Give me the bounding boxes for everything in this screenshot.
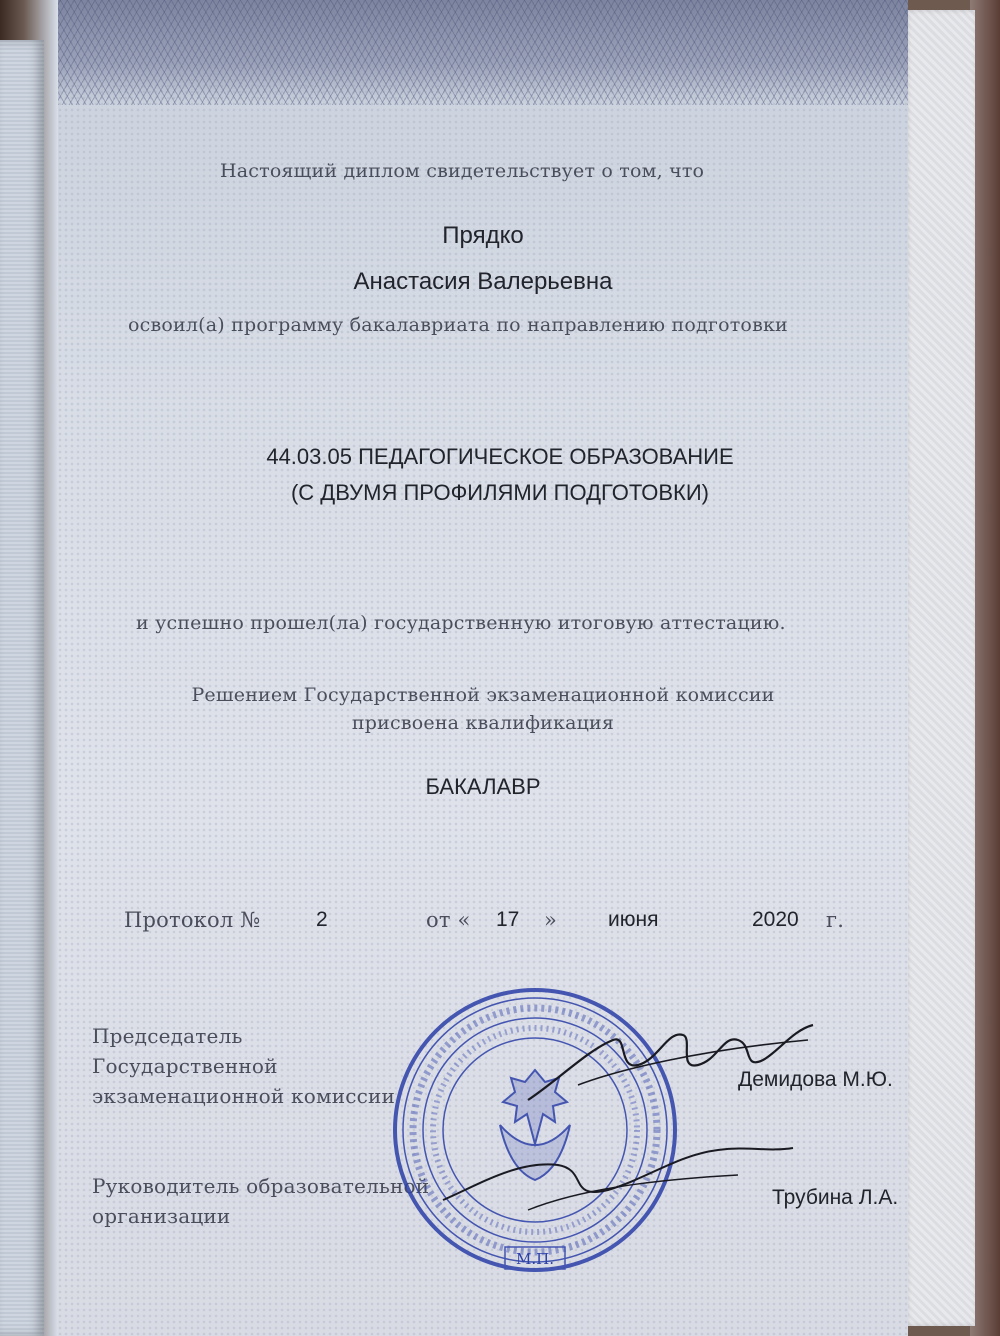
decision-line2: присвоена квалификация	[351, 712, 615, 734]
program-line2: (С ДВУМЯ ПРОФИЛЯМИ ПОДГОТОВКИ)	[290, 480, 710, 505]
graduate-surname: Прядко	[442, 222, 524, 249]
decision-line1: Решением Государственной экзаменационной комиссии	[191, 684, 775, 706]
diploma-page	[58, 0, 908, 1336]
left-page-edge	[0, 40, 44, 1336]
protocol-number: 2	[316, 908, 328, 931]
intro-text: Настоящий диплом свидетельствует о том, что	[220, 160, 705, 182]
head-signature	[438, 1130, 798, 1220]
chair-title-line3: экзаменационной комиссии	[92, 1084, 396, 1108]
protocol-close-quote: »	[544, 908, 558, 932]
program-line1: 44.03.05 ПЕДАГОГИЧЕСКОЕ ОБРАЗОВАНИЕ	[266, 444, 734, 469]
head-title-line2: организации	[92, 1204, 231, 1228]
chair-signature	[518, 1010, 818, 1110]
head-title-line1: Руководитель образовательной	[92, 1174, 430, 1198]
signature-icon	[528, 1025, 813, 1100]
chair-title-line2: Государственной	[92, 1054, 278, 1078]
chair-title-line1: Председатель	[92, 1024, 243, 1048]
mastered-text: освоил(а) программу бакалавриата по направлению подготовки	[128, 314, 788, 336]
protocol-year: 2020	[752, 908, 799, 931]
page-right-edge	[905, 10, 975, 1326]
guilloche-band	[58, 0, 908, 105]
signature-icon-2	[443, 1148, 793, 1200]
protocol-day: 17	[496, 908, 520, 931]
passed-text: и успешно прошел(ла) государственную итоговую аттестацию.	[136, 612, 786, 634]
chair-name: Демидова М.Ю.	[738, 1068, 893, 1091]
qualification: БАКАЛАВР	[425, 774, 541, 799]
protocol-from-label: от «	[426, 908, 471, 932]
graduate-given-names: Анастасия Валерьевна	[353, 268, 613, 295]
protocol-month: июня	[608, 908, 659, 931]
protocol-year-suffix: г.	[826, 908, 845, 932]
protocol-label: Протокол №	[124, 908, 261, 932]
head-name: Трубина Л.А.	[772, 1186, 899, 1209]
stamp-mp: М.П.	[516, 1250, 554, 1268]
